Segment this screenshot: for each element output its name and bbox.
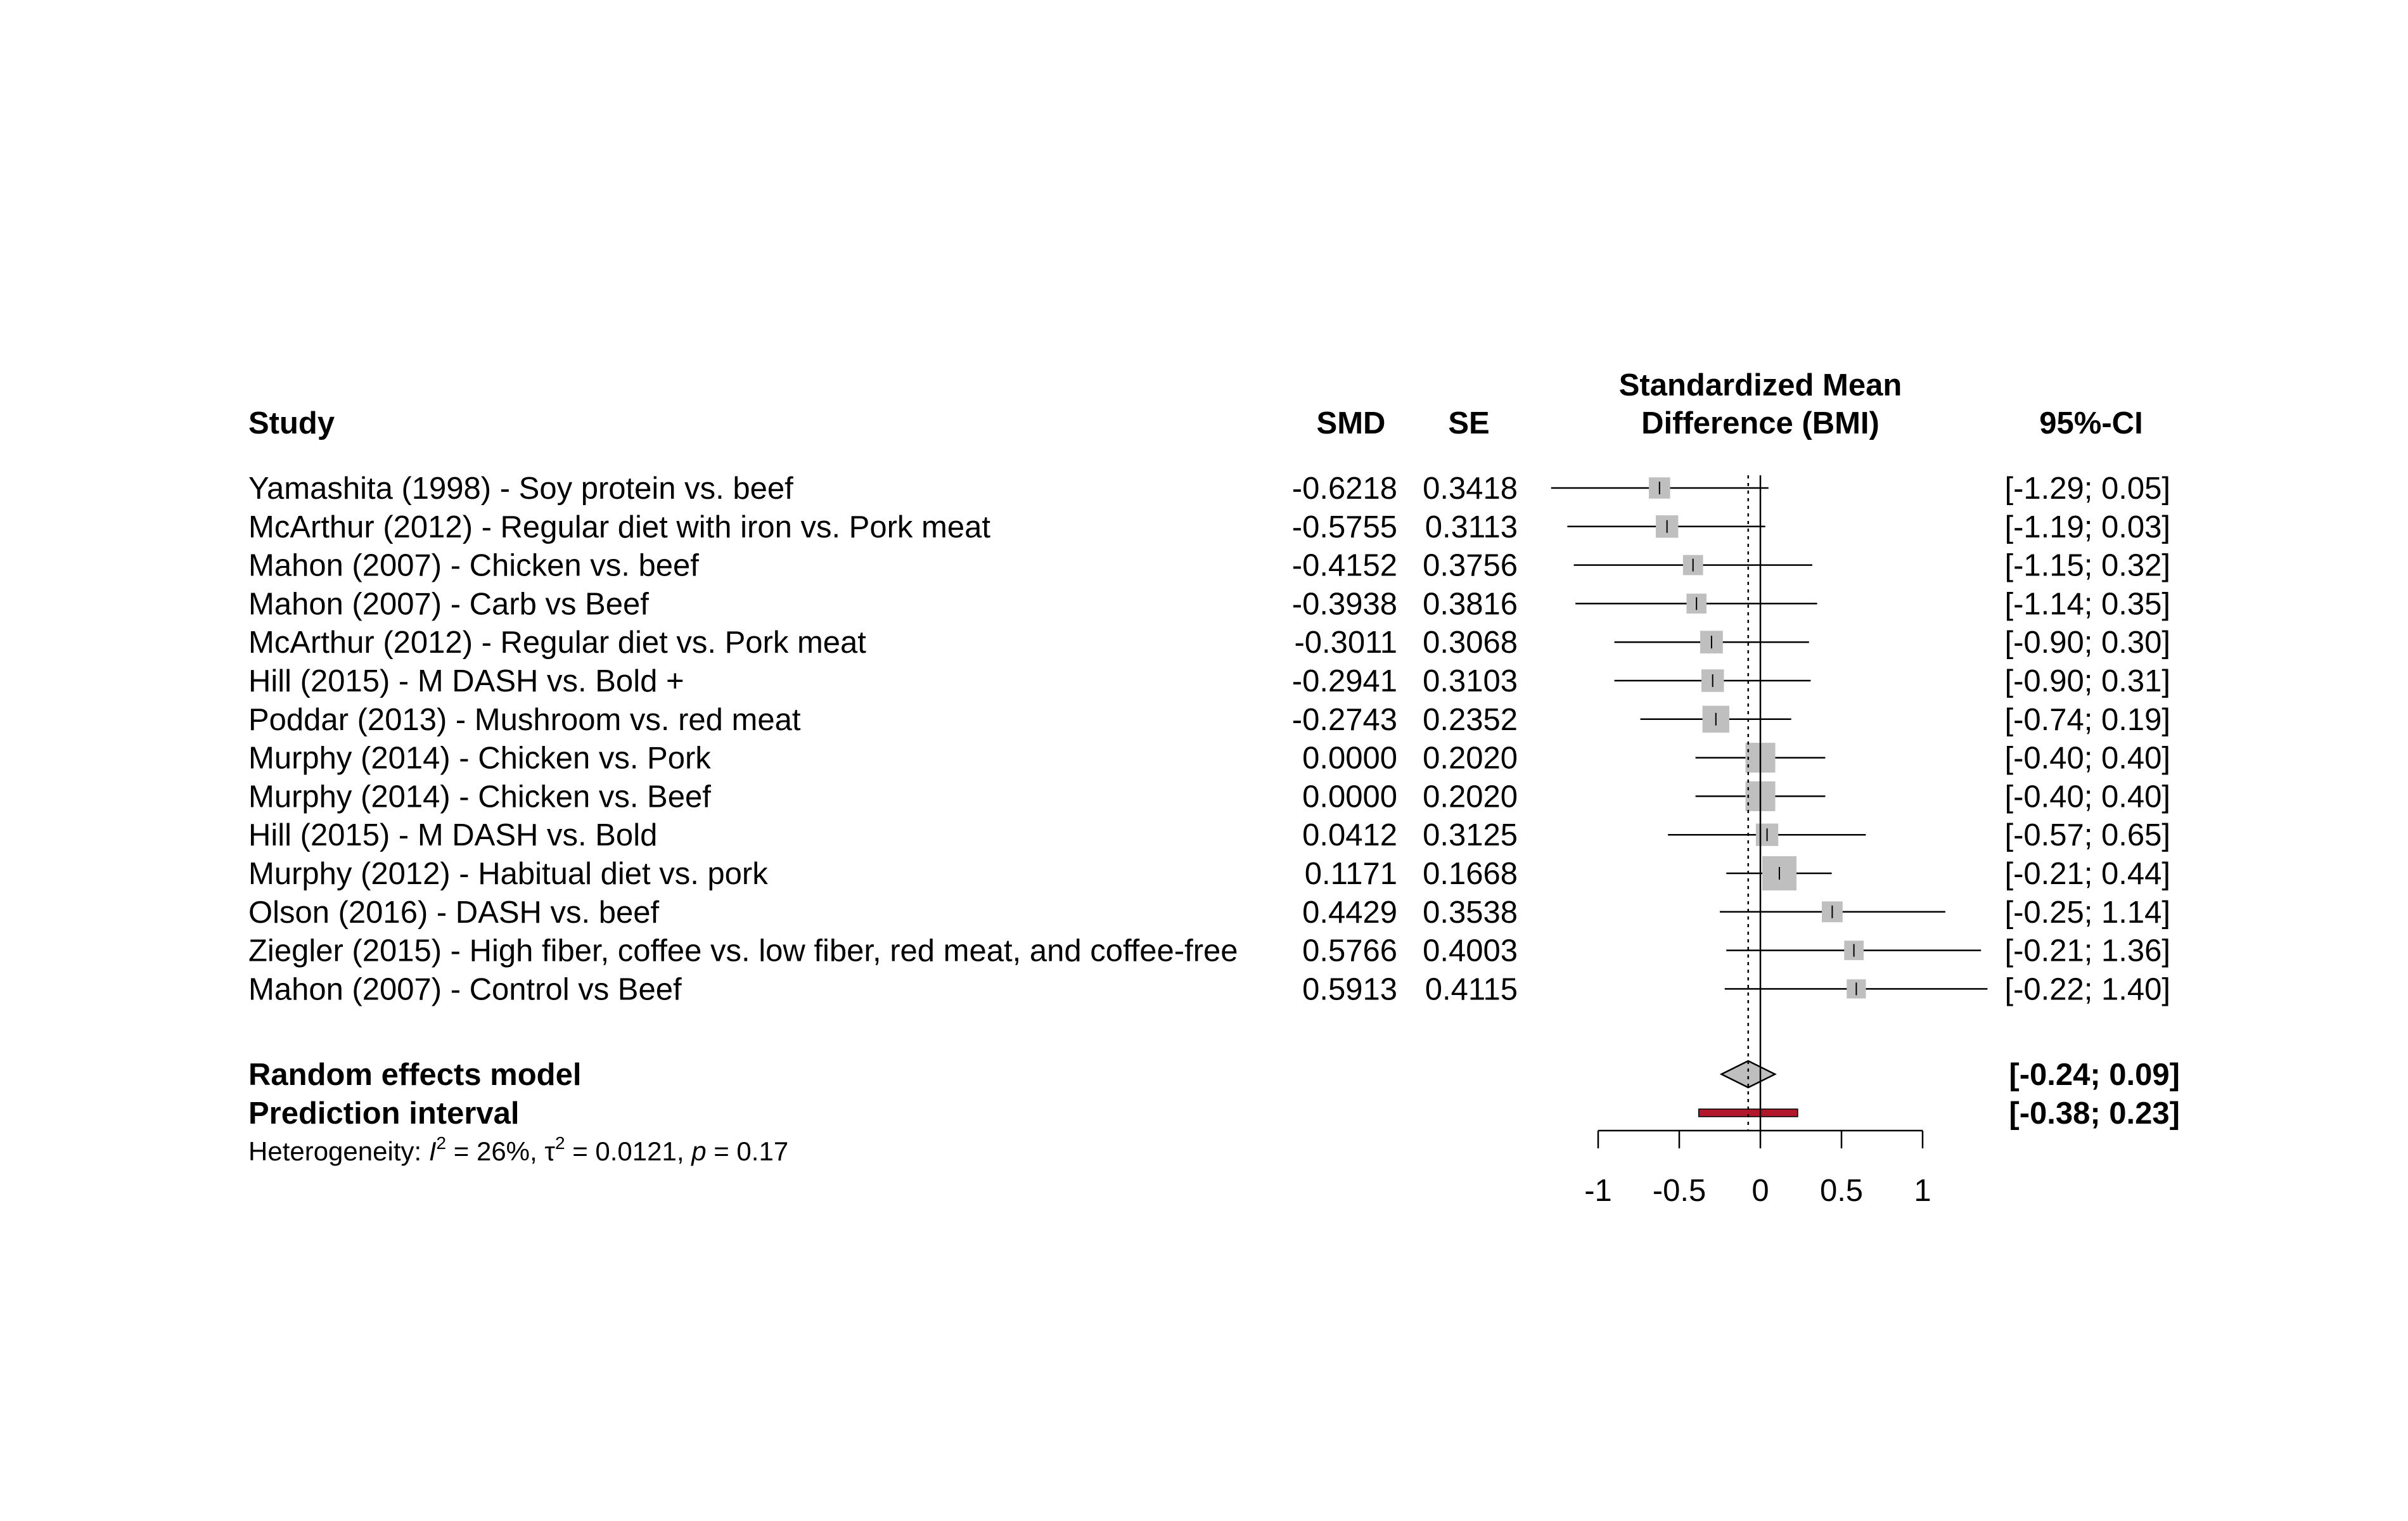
ci-value: [-0.40; 0.40] <box>2004 741 2170 776</box>
ci-value: [-0.21; 0.44] <box>2004 857 2170 891</box>
ci-value: [-1.14; 0.35] <box>2004 587 2170 622</box>
x-tick-label: -0.5 <box>1652 1174 1707 1208</box>
tau-superscript: 2 <box>554 1133 565 1153</box>
se-value: 0.3125 <box>1423 818 1518 853</box>
se-value: 0.2352 <box>1423 702 1518 737</box>
plot-marks <box>1551 475 1988 1131</box>
smd-value: 0.1171 <box>1304 857 1397 891</box>
smd-value: 0.5766 <box>1302 934 1397 968</box>
study-label: Murphy (2012) - Habitual diet vs. pork <box>248 857 768 891</box>
se-value: 0.4003 <box>1423 934 1518 968</box>
se-value: 0.2020 <box>1423 780 1518 814</box>
smd-value: 0.0000 <box>1302 741 1397 776</box>
smd-value: -0.6218 <box>1291 472 1397 506</box>
se-value: 0.3816 <box>1423 587 1518 622</box>
smd-value: 0.5913 <box>1302 972 1397 1007</box>
random-effects-ci: [-0.24; 0.09] <box>2009 1058 2180 1092</box>
smd-value: -0.5755 <box>1291 510 1397 544</box>
ci-value: [-0.57; 0.65] <box>2004 818 2170 853</box>
se-value: 0.3068 <box>1423 626 1518 660</box>
smd-value: -0.4152 <box>1291 548 1397 583</box>
header-plot-title-line2: Difference (BMI) <box>1641 406 1880 440</box>
i2-rest: = 26%, <box>446 1136 545 1166</box>
i2-superscript: 2 <box>436 1133 447 1153</box>
smd-value: -0.2941 <box>1291 664 1397 698</box>
header-study: Study <box>248 406 335 440</box>
se-value: 0.3756 <box>1423 548 1518 583</box>
ci-value: [-0.21; 1.36] <box>2004 934 2170 968</box>
study-label: McArthur (2012) - Regular diet with iron vs. Pork meat <box>248 510 990 544</box>
ci-value: [-1.15; 0.32] <box>2004 548 2170 583</box>
study-label: Mahon (2007) - Control vs Beef <box>248 972 682 1007</box>
heterogeneity-prefix: Heterogeneity: <box>248 1136 429 1166</box>
smd-value: -0.2743 <box>1291 702 1397 737</box>
study-label: Mahon (2007) - Chicken vs. beef <box>248 548 699 583</box>
study-label: Murphy (2014) - Chicken vs. Beef <box>248 780 711 814</box>
ci-value: [-0.90; 0.31] <box>2004 664 2170 698</box>
se-value: 0.3103 <box>1423 664 1518 698</box>
study-label: Poddar (2013) - Mushroom vs. red meat <box>248 702 801 737</box>
ci-value: [-1.19; 0.03] <box>2004 510 2170 544</box>
study-label: Yamashita (1998) - Soy protein vs. beef <box>248 472 793 506</box>
study-rows <box>248 472 2170 1006</box>
x-tick-label: 0 <box>1752 1174 1769 1208</box>
se-value: 0.2020 <box>1423 741 1518 776</box>
study-label: Hill (2015) - M DASH vs. Bold <box>248 818 658 853</box>
tau-rest: = 0.0121, <box>565 1136 692 1166</box>
random-effects-label: Random effects model <box>248 1058 582 1092</box>
study-label: Ziegler (2015) - High fiber, coffee vs. low fiber, red meat, and coffee-free <box>248 934 1238 968</box>
study-label: Olson (2016) - DASH vs. beef <box>248 895 660 930</box>
header-smd: SMD <box>1316 406 1386 440</box>
ci-value: [-0.90; 0.30] <box>2004 626 2170 660</box>
smd-value: 0.0000 <box>1302 780 1397 814</box>
study-label: McArthur (2012) - Regular diet vs. Pork meat <box>248 626 866 660</box>
ci-value: [-1.29; 0.05] <box>2004 472 2170 506</box>
prediction-interval-ci: [-0.38; 0.23] <box>2009 1096 2180 1131</box>
x-tick-label: -1 <box>1584 1174 1612 1208</box>
ci-value: [-0.22; 1.40] <box>2004 972 2170 1007</box>
header-se: SE <box>1448 406 1490 440</box>
ci-value: [-0.40; 0.40] <box>2004 780 2170 814</box>
smd-value: 0.4429 <box>1302 895 1397 930</box>
tau-symbol: τ <box>544 1136 555 1166</box>
ci-value: [-0.25; 1.14] <box>2004 895 2170 930</box>
summary-diamond <box>1722 1061 1775 1088</box>
header-ci: 95%-CI <box>2039 406 2143 440</box>
x-axis <box>1584 1131 1931 1208</box>
i2-symbol: I <box>428 1136 437 1166</box>
prediction-interval-label: Prediction interval <box>248 1096 520 1131</box>
p-rest: = 0.17 <box>706 1136 789 1166</box>
x-tick-label: 0.5 <box>1819 1174 1864 1208</box>
se-value: 0.4115 <box>1425 972 1518 1007</box>
p-symbol: p <box>691 1136 707 1166</box>
se-value: 0.3538 <box>1423 895 1518 930</box>
x-tick-label: 1 <box>1914 1174 1931 1208</box>
smd-value: 0.0412 <box>1302 818 1397 853</box>
smd-value: -0.3011 <box>1294 626 1397 660</box>
se-value: 0.1668 <box>1423 857 1518 891</box>
study-label: Hill (2015) - M DASH vs. Bold + <box>248 664 684 698</box>
se-value: 0.3113 <box>1425 510 1518 544</box>
se-value: 0.3418 <box>1423 472 1518 506</box>
header-plot-title-line1: Standardized Mean <box>1618 368 1902 402</box>
ci-value: [-0.74; 0.19] <box>2004 702 2170 737</box>
study-label: Mahon (2007) - Carb vs Beef <box>248 587 649 622</box>
study-label: Murphy (2014) - Chicken vs. Pork <box>248 741 711 776</box>
heterogeneity-text <box>248 1133 788 1166</box>
smd-value: -0.3938 <box>1291 587 1397 622</box>
